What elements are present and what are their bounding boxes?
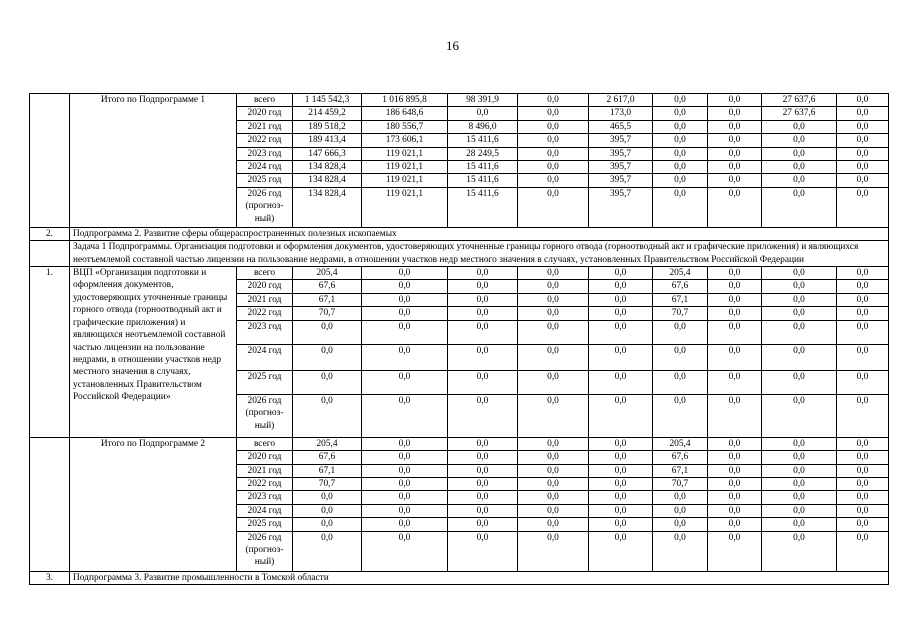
subprogram2-total-value: 0,0 bbox=[293, 531, 362, 571]
vcp-program-value: 0,0 bbox=[653, 394, 708, 437]
subprogram1-total-value: 214 459,2 bbox=[293, 107, 362, 120]
vcp-program-value: 0,0 bbox=[448, 370, 518, 394]
vcp-program-value: 0,0 bbox=[837, 280, 889, 293]
subprogram1-total-number bbox=[30, 94, 70, 228]
subprogram2-total-value: 0,0 bbox=[708, 518, 762, 531]
vcp-program-year: 2025 год bbox=[237, 370, 293, 394]
vcp-program-value: 0,0 bbox=[653, 344, 708, 370]
vcp-program-value: 0,0 bbox=[448, 267, 518, 280]
subprogram1-total-value: 15 411,6 bbox=[448, 134, 518, 147]
subprogram2-total-value: 0,0 bbox=[837, 437, 889, 450]
subprogram2-total-value: 0,0 bbox=[362, 504, 448, 517]
subprogram2-total-value: 0,0 bbox=[837, 491, 889, 504]
vcp-program-value: 0,0 bbox=[762, 267, 837, 280]
subprogram2-total-value: 0,0 bbox=[762, 491, 837, 504]
subprogram2-total-value: 0,0 bbox=[708, 437, 762, 450]
subprogram1-total-value: 0,0 bbox=[653, 120, 708, 133]
subprogram1-total-value: 0,0 bbox=[837, 161, 889, 174]
budget-table bbox=[29, 93, 889, 585]
subprogram1-total-value: 0,0 bbox=[653, 107, 708, 120]
vcp-program-value: 0,0 bbox=[837, 267, 889, 280]
subprogram1-total-year: 2023 год bbox=[237, 147, 293, 160]
subprogram1-total-value: 0,0 bbox=[708, 147, 762, 160]
subprogram1-total-value: 0,0 bbox=[653, 134, 708, 147]
vcp-program-year: 2023 год bbox=[237, 320, 293, 344]
subprogram1-total-value: 395,7 bbox=[589, 134, 653, 147]
subprogram2-total-value: 0,0 bbox=[708, 531, 762, 571]
subprogram1-total-value: 0,0 bbox=[762, 187, 837, 227]
subprogram1-total-value: 0,0 bbox=[518, 107, 589, 120]
subprogram1-total-value: 395,7 bbox=[589, 187, 653, 227]
subprogram2-total-value: 0,0 bbox=[518, 504, 589, 517]
vcp-program-value: 0,0 bbox=[589, 293, 653, 306]
subprogram2-total-value: 0,0 bbox=[762, 477, 837, 490]
vcp-program-value: 0,0 bbox=[589, 344, 653, 370]
subprogram1-total-year: 2021 год bbox=[237, 120, 293, 133]
subprogram1-total-value: 0,0 bbox=[837, 187, 889, 227]
subprogram2-total-value: 0,0 bbox=[589, 451, 653, 464]
vcp-program-value: 0,0 bbox=[589, 280, 653, 293]
subprogram2-total-value: 205,4 bbox=[293, 437, 362, 450]
section-3-row bbox=[30, 571, 889, 584]
subprogram1-total-value: 0,0 bbox=[708, 94, 762, 107]
subprogram1-total-value: 0,0 bbox=[708, 120, 762, 133]
subprogram1-total-value: 8 496,0 bbox=[448, 120, 518, 133]
section-3-title: Подпрограмма 3. Развитие промышленности в Томской области bbox=[70, 571, 889, 584]
vcp-program-year: 2021 год bbox=[237, 293, 293, 306]
subprogram2-total-value: 0,0 bbox=[708, 491, 762, 504]
subprogram2-total-value: 0,0 bbox=[837, 477, 889, 490]
subprogram2-total-value: 0,0 bbox=[518, 477, 589, 490]
subprogram2-total-value: 0,0 bbox=[362, 464, 448, 477]
task-1-number bbox=[30, 241, 70, 267]
subprogram1-total-value: 0,0 bbox=[762, 174, 837, 187]
task-1-row bbox=[30, 241, 889, 267]
subprogram1-total-value: 119 021,1 bbox=[362, 174, 448, 187]
subprogram1-total-value: 0,0 bbox=[708, 187, 762, 227]
subprogram2-total-value: 0,0 bbox=[448, 437, 518, 450]
subprogram1-total-value: 465,5 bbox=[589, 120, 653, 133]
vcp-program-value: 70,7 bbox=[653, 307, 708, 320]
subprogram2-total-value: 0,0 bbox=[762, 464, 837, 477]
subprogram1-total-value: 0,0 bbox=[762, 134, 837, 147]
vcp-program-value: 0,0 bbox=[448, 344, 518, 370]
vcp-program-value: 0,0 bbox=[518, 280, 589, 293]
vcp-program-value: 0,0 bbox=[448, 394, 518, 437]
subprogram1-total-value: 1 016 895,8 bbox=[362, 94, 448, 107]
vcp-program-value: 67,6 bbox=[293, 280, 362, 293]
subprogram2-total-value: 0,0 bbox=[518, 531, 589, 571]
vcp-program-year: 2022 год bbox=[237, 307, 293, 320]
vcp-program-value: 0,0 bbox=[762, 293, 837, 306]
subprogram1-total-value: 395,7 bbox=[589, 174, 653, 187]
subprogram1-total-value: 28 249,5 bbox=[448, 147, 518, 160]
subprogram1-total-value: 134 828,4 bbox=[293, 161, 362, 174]
vcp-program-value: 0,0 bbox=[708, 267, 762, 280]
vcp-program-value: 0,0 bbox=[589, 320, 653, 344]
subprogram1-total-value: 0,0 bbox=[653, 94, 708, 107]
subprogram1-total-value: 0,0 bbox=[448, 107, 518, 120]
subprogram2-total-value: 0,0 bbox=[448, 477, 518, 490]
subprogram2-total-value: 0,0 bbox=[837, 504, 889, 517]
subprogram2-total-value: 70,7 bbox=[653, 477, 708, 490]
vcp-program-value: 0,0 bbox=[518, 394, 589, 437]
subprogram2-total-value: 0,0 bbox=[708, 504, 762, 517]
vcp-program-value: 0,0 bbox=[448, 293, 518, 306]
subprogram1-total-value: 0,0 bbox=[708, 134, 762, 147]
subprogram2-total-value: 0,0 bbox=[762, 504, 837, 517]
subprogram1-total-year: 2026 год (прогноз-ный) bbox=[237, 187, 293, 227]
subprogram1-total-value: 1 145 542,3 bbox=[293, 94, 362, 107]
vcp-program-value: 0,0 bbox=[589, 394, 653, 437]
subprogram1-total-value: 0,0 bbox=[653, 161, 708, 174]
subprogram1-total-value: 0,0 bbox=[837, 107, 889, 120]
subprogram1-total-value: 0,0 bbox=[518, 134, 589, 147]
subprogram2-total-value: 0,0 bbox=[448, 531, 518, 571]
vcp-program-year: 2024 год bbox=[237, 344, 293, 370]
subprogram2-total-value: 0,0 bbox=[708, 451, 762, 464]
subprogram2-total-value: 0,0 bbox=[518, 491, 589, 504]
subprogram2-total-value: 0,0 bbox=[589, 464, 653, 477]
vcp-program-value: 0,0 bbox=[518, 344, 589, 370]
subprogram1-total-value: 0,0 bbox=[762, 147, 837, 160]
subprogram2-total-value: 0,0 bbox=[708, 477, 762, 490]
subprogram2-total-year: 2025 год bbox=[237, 518, 293, 531]
subprogram2-total-value: 0,0 bbox=[653, 531, 708, 571]
subprogram2-total-year: 2023 год bbox=[237, 491, 293, 504]
subprogram1-total-value: 0,0 bbox=[653, 187, 708, 227]
subprogram1-total-value: 0,0 bbox=[518, 187, 589, 227]
subprogram2-total-value: 0,0 bbox=[518, 464, 589, 477]
subprogram1-total-value: 0,0 bbox=[762, 161, 837, 174]
vcp-program-number: 1. bbox=[30, 267, 70, 438]
subprogram2-total-value: 0,0 bbox=[362, 451, 448, 464]
subprogram2-total-value: 0,0 bbox=[762, 437, 837, 450]
subprogram1-total-value: 173 606,1 bbox=[362, 134, 448, 147]
subprogram1-total-value: 0,0 bbox=[518, 174, 589, 187]
subprogram1-total-year: 2024 год bbox=[237, 161, 293, 174]
vcp-program-value: 0,0 bbox=[518, 293, 589, 306]
subprogram1-total-value: 27 637,6 bbox=[762, 94, 837, 107]
subprogram1-total-value: 15 411,6 bbox=[448, 187, 518, 227]
subprogram2-total-value: 0,0 bbox=[518, 437, 589, 450]
subprogram1-total-label: Итого по Подпрограмме 1 bbox=[70, 94, 237, 228]
subprogram2-total-value: 67,6 bbox=[653, 451, 708, 464]
vcp-program-value: 0,0 bbox=[293, 370, 362, 394]
subprogram2-total-value: 0,0 bbox=[448, 451, 518, 464]
subprogram2-total-value: 0,0 bbox=[448, 518, 518, 531]
subprogram2-total-value: 0,0 bbox=[762, 531, 837, 571]
subprogram1-total-value: 395,7 bbox=[589, 147, 653, 160]
subprogram1-total-value: 0,0 bbox=[653, 147, 708, 160]
vcp-program-row bbox=[30, 267, 889, 280]
subprogram2-total-value: 0,0 bbox=[362, 437, 448, 450]
subprogram2-total-year: 2022 год bbox=[237, 477, 293, 490]
subprogram2-total-value: 67,1 bbox=[653, 464, 708, 477]
vcp-program-value: 0,0 bbox=[362, 370, 448, 394]
subprogram2-total-value: 67,1 bbox=[293, 464, 362, 477]
vcp-program-value: 0,0 bbox=[708, 394, 762, 437]
vcp-program-value: 67,1 bbox=[293, 293, 362, 306]
subprogram1-total-year: 2022 год bbox=[237, 134, 293, 147]
section-2-number: 2. bbox=[30, 227, 70, 240]
subprogram2-total-value: 0,0 bbox=[837, 518, 889, 531]
subprogram1-total-value: 0,0 bbox=[518, 120, 589, 133]
vcp-program-value: 0,0 bbox=[362, 293, 448, 306]
section-3-number: 3. bbox=[30, 571, 70, 584]
subprogram1-total-value: 2 617,0 bbox=[589, 94, 653, 107]
vcp-program-value: 0,0 bbox=[518, 307, 589, 320]
subprogram2-total-value: 0,0 bbox=[837, 531, 889, 571]
vcp-program-value: 67,1 bbox=[653, 293, 708, 306]
vcp-program-value: 0,0 bbox=[518, 320, 589, 344]
subprogram1-total-value: 15 411,6 bbox=[448, 174, 518, 187]
subprogram1-total-value: 0,0 bbox=[837, 94, 889, 107]
subprogram1-total-value: 119 021,1 bbox=[362, 161, 448, 174]
vcp-program-value: 0,0 bbox=[589, 370, 653, 394]
subprogram1-total-row bbox=[30, 94, 889, 107]
subprogram1-total-value: 186 648,6 bbox=[362, 107, 448, 120]
subprogram2-total-year: 2024 год bbox=[237, 504, 293, 517]
subprogram1-total-value: 119 021,1 bbox=[362, 147, 448, 160]
subprogram2-total-value: 0,0 bbox=[653, 504, 708, 517]
subprogram1-total-value: 395,7 bbox=[589, 161, 653, 174]
vcp-program-value: 0,0 bbox=[762, 320, 837, 344]
subprogram1-total-value: 0,0 bbox=[518, 147, 589, 160]
vcp-program-value: 0,0 bbox=[448, 307, 518, 320]
vcp-program-value: 0,0 bbox=[653, 370, 708, 394]
subprogram2-total-value: 0,0 bbox=[837, 464, 889, 477]
vcp-program-value: 0,0 bbox=[837, 344, 889, 370]
subprogram1-total-value: 0,0 bbox=[708, 107, 762, 120]
subprogram2-total-value: 0,0 bbox=[293, 518, 362, 531]
subprogram1-total-value: 0,0 bbox=[708, 161, 762, 174]
vcp-program-value: 0,0 bbox=[837, 320, 889, 344]
vcp-program-label: ВЦП «Организация подготовки и оформления документов, удостоверяющих уточненные границы горного отвода (горноотводный акт и графические приложения) и являющихся неотъемлемой составной частью лицензии на пользование недрами, в отношении участков недр местного значения в случаях, установленных Правительством Российской Федерации» bbox=[70, 267, 237, 438]
subprogram2-total-value: 0,0 bbox=[589, 491, 653, 504]
vcp-program-value: 0,0 bbox=[708, 293, 762, 306]
subprogram1-total-value: 189 413,4 bbox=[293, 134, 362, 147]
subprogram2-total-value: 0,0 bbox=[362, 491, 448, 504]
vcp-program-value: 70,7 bbox=[293, 307, 362, 320]
subprogram2-total-value: 0,0 bbox=[448, 464, 518, 477]
subprogram1-total-value: 134 828,4 bbox=[293, 174, 362, 187]
vcp-program-value: 0,0 bbox=[362, 394, 448, 437]
subprogram2-total-value: 0,0 bbox=[589, 531, 653, 571]
vcp-program-value: 0,0 bbox=[293, 344, 362, 370]
subprogram2-total-value: 0,0 bbox=[518, 451, 589, 464]
subprogram2-total-value: 0,0 bbox=[837, 451, 889, 464]
vcp-program-value: 0,0 bbox=[362, 307, 448, 320]
vcp-program-value: 67,6 bbox=[653, 280, 708, 293]
subprogram2-total-value: 67,6 bbox=[293, 451, 362, 464]
section-2-row bbox=[30, 227, 889, 240]
vcp-program-year: 2020 год bbox=[237, 280, 293, 293]
vcp-program-year: всего bbox=[237, 267, 293, 280]
vcp-program-value: 0,0 bbox=[653, 320, 708, 344]
vcp-program-value: 0,0 bbox=[708, 320, 762, 344]
vcp-program-value: 0,0 bbox=[837, 370, 889, 394]
vcp-program-value: 0,0 bbox=[362, 267, 448, 280]
subprogram1-total-value: 0,0 bbox=[762, 120, 837, 133]
subprogram1-total-value: 0,0 bbox=[837, 120, 889, 133]
subprogram1-total-value: 0,0 bbox=[518, 94, 589, 107]
subprogram1-total-value: 134 828,4 bbox=[293, 187, 362, 227]
vcp-program-value: 0,0 bbox=[762, 280, 837, 293]
subprogram2-total-value: 0,0 bbox=[448, 504, 518, 517]
subprogram1-total-value: 27 637,6 bbox=[762, 107, 837, 120]
vcp-program-value: 0,0 bbox=[362, 320, 448, 344]
subprogram1-total-value: 0,0 bbox=[837, 147, 889, 160]
vcp-program-value: 0,0 bbox=[837, 394, 889, 437]
subprogram2-total-value: 0,0 bbox=[518, 518, 589, 531]
vcp-program-value: 0,0 bbox=[589, 267, 653, 280]
subprogram2-total-year: 2020 год bbox=[237, 451, 293, 464]
subprogram2-total-value: 0,0 bbox=[653, 491, 708, 504]
task-1-text: Задача 1 Подпрограммы. Организация подготовки и оформления документов, удостоверяющих уточненные границы горного отвода (горноотводный акт и графические приложения) и являющихся неотъемлемой составной частью лицензии на пользование недрами, в отношении участков недр местного значения в случаях, установленных Правительством Российской Федерации bbox=[70, 241, 889, 267]
subprogram1-total-value: 173,0 bbox=[589, 107, 653, 120]
subprogram2-total-value: 0,0 bbox=[762, 518, 837, 531]
vcp-program-value: 0,0 bbox=[448, 280, 518, 293]
subprogram1-total-value: 98 391,9 bbox=[448, 94, 518, 107]
subprogram1-total-value: 147 666,3 bbox=[293, 147, 362, 160]
subprogram2-total-row bbox=[30, 437, 889, 450]
vcp-program-value: 0,0 bbox=[708, 307, 762, 320]
subprogram2-total-value: 0,0 bbox=[362, 531, 448, 571]
vcp-program-value: 0,0 bbox=[293, 320, 362, 344]
subprogram2-total-number bbox=[30, 437, 70, 571]
subprogram2-total-value: 0,0 bbox=[589, 437, 653, 450]
vcp-program-value: 0,0 bbox=[708, 370, 762, 394]
vcp-program-value: 0,0 bbox=[837, 293, 889, 306]
vcp-program-value: 0,0 bbox=[708, 344, 762, 370]
vcp-program-year: 2026 год (прогноз-ный) bbox=[237, 394, 293, 437]
vcp-program-value: 0,0 bbox=[362, 344, 448, 370]
subprogram1-total-value: 0,0 bbox=[837, 174, 889, 187]
vcp-program-value: 0,0 bbox=[293, 394, 362, 437]
subprogram2-total-value: 70,7 bbox=[293, 477, 362, 490]
vcp-program-value: 0,0 bbox=[837, 307, 889, 320]
subprogram1-total-year: 2025 год bbox=[237, 174, 293, 187]
subprogram2-total-value: 0,0 bbox=[653, 518, 708, 531]
section-2-title: Подпрограмма 2. Развитие сферы общераспространенных полезных ископаемых bbox=[70, 227, 889, 240]
vcp-program-value: 0,0 bbox=[362, 280, 448, 293]
subprogram2-total-year: 2026 год (прогноз-ный) bbox=[237, 531, 293, 571]
subprogram2-total-year: всего bbox=[237, 437, 293, 450]
vcp-program-value: 0,0 bbox=[589, 307, 653, 320]
subprogram1-total-value: 119 021,1 bbox=[362, 187, 448, 227]
subprogram1-total-value: 180 556,7 bbox=[362, 120, 448, 133]
subprogram2-total-value: 0,0 bbox=[762, 451, 837, 464]
subprogram2-total-value: 0,0 bbox=[708, 464, 762, 477]
vcp-program-value: 0,0 bbox=[762, 370, 837, 394]
subprogram2-total-value: 0,0 bbox=[589, 477, 653, 490]
subprogram2-total-value: 0,0 bbox=[589, 518, 653, 531]
subprogram1-total-year: всего bbox=[237, 94, 293, 107]
vcp-program-value: 205,4 bbox=[293, 267, 362, 280]
page-number: 16 bbox=[446, 38, 459, 53]
subprogram1-total-value: 15 411,6 bbox=[448, 161, 518, 174]
subprogram1-total-year: 2020 год bbox=[237, 107, 293, 120]
vcp-program-value: 0,0 bbox=[518, 267, 589, 280]
subprogram1-total-value: 189 518,2 bbox=[293, 120, 362, 133]
subprogram2-total-label: Итого по Подпрограмме 2 bbox=[70, 437, 237, 571]
subprogram1-total-value: 0,0 bbox=[653, 174, 708, 187]
subprogram2-total-value: 0,0 bbox=[293, 491, 362, 504]
subprogram2-total-value: 0,0 bbox=[362, 518, 448, 531]
subprogram1-total-value: 0,0 bbox=[518, 161, 589, 174]
vcp-program-value: 0,0 bbox=[762, 307, 837, 320]
vcp-program-value: 0,0 bbox=[708, 280, 762, 293]
vcp-program-value: 0,0 bbox=[448, 320, 518, 344]
subprogram1-total-value: 0,0 bbox=[708, 174, 762, 187]
vcp-program-value: 205,4 bbox=[653, 267, 708, 280]
subprogram2-total-value: 0,0 bbox=[448, 491, 518, 504]
subprogram2-total-value: 205,4 bbox=[653, 437, 708, 450]
subprogram2-total-value: 0,0 bbox=[589, 504, 653, 517]
vcp-program-value: 0,0 bbox=[762, 394, 837, 437]
vcp-program-value: 0,0 bbox=[518, 370, 589, 394]
subprogram2-total-value: 0,0 bbox=[293, 504, 362, 517]
subprogram2-total-value: 0,0 bbox=[362, 477, 448, 490]
vcp-program-value: 0,0 bbox=[762, 344, 837, 370]
subprogram2-total-year: 2021 год bbox=[237, 464, 293, 477]
subprogram1-total-value: 0,0 bbox=[837, 134, 889, 147]
